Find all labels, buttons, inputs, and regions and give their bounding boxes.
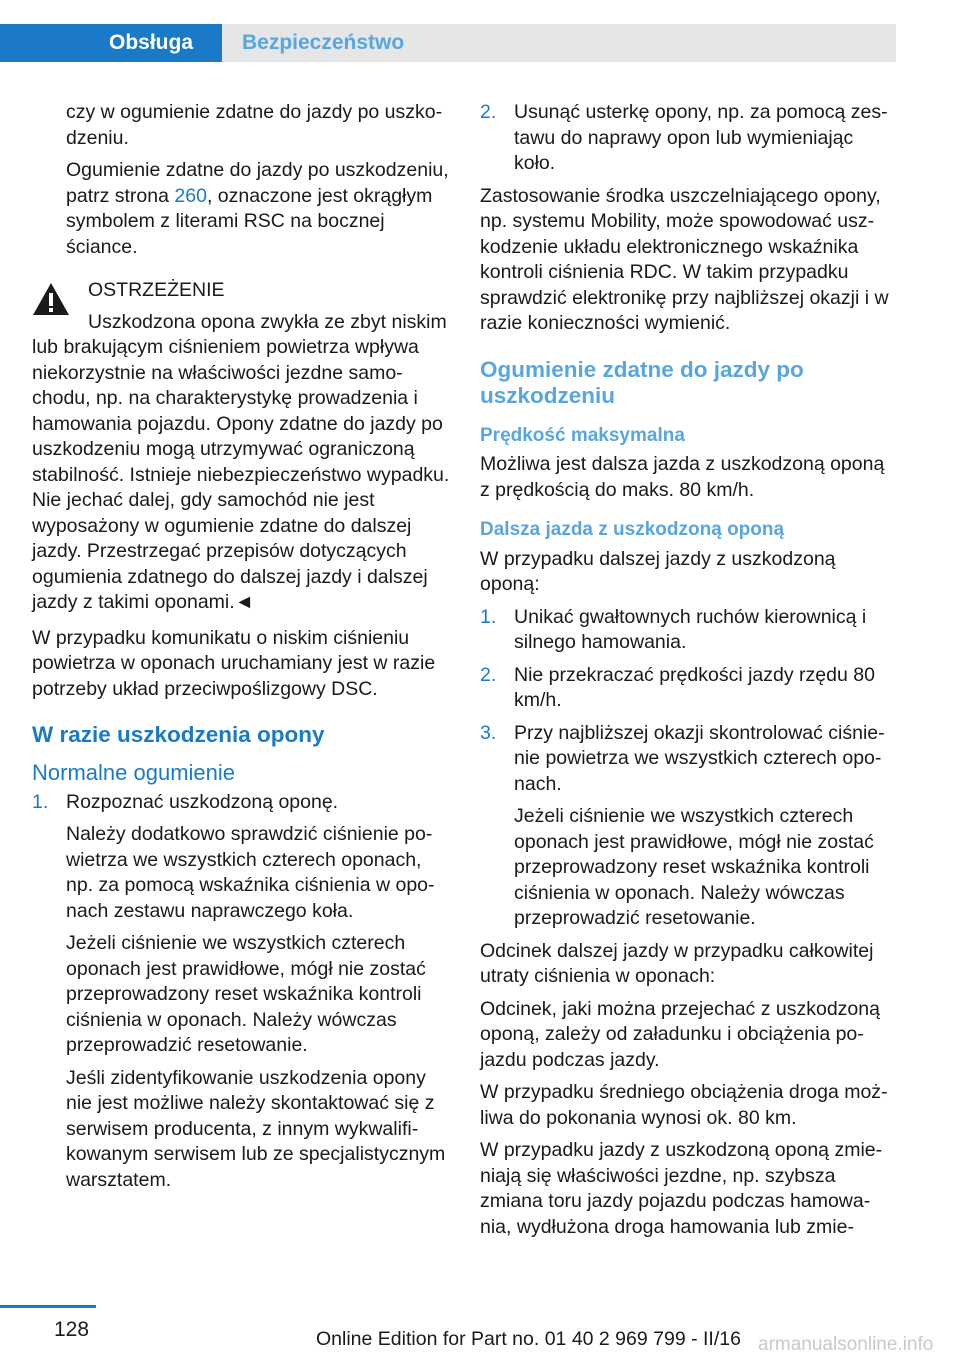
subheading: Dalsza jazda z uszkodzoną oponą — [480, 519, 785, 540]
step-number: 1. — [32, 790, 49, 813]
subheading: Prędkość maksymalna — [480, 424, 685, 446]
paragraph: W przypadku dalszej jazdy z uszkodzoną oponą: — [480, 547, 836, 595]
step-number: 1. — [480, 605, 497, 628]
list-item — [480, 100, 895, 177]
step-list — [480, 605, 895, 932]
step-number: 3. — [480, 721, 497, 744]
watermark: armanualsonline.info — [758, 1334, 934, 1355]
paragraph: Możliwa jest dalsza jazda z uszkodzoną oponą z prędkością do maks. 80 km/h. — [480, 453, 885, 501]
tab-bezpieczenstwo[interactable]: Bezpieczeństwo — [222, 24, 896, 62]
step-text: Unikać gwałtownych ruchów kierownicą i silnego hamowania. — [514, 605, 867, 653]
step-text: Przy najbliższej okazji skontrolować ciśnienie powietrza we wszystkich czterech oponach. — [514, 721, 885, 795]
right-column — [480, 100, 895, 1247]
text: , oznaczone jest okrągłym symbolem z literami RSC na bocznej ściance. — [66, 184, 433, 258]
text: Ogumienie zdatne do jazdy po uszkodzeniu, patrz strona — [66, 159, 449, 207]
warning-box — [32, 278, 450, 616]
warning-title: OSTRZEŻENIE — [88, 279, 225, 301]
step-text: Jeśli zidentyfikowanie uszkodzenia opony nie jest możliwe należy skontaktować się z serwisem producenta, z innym wykwalifikowanym serwisem lub ze specjalistycznym warsztatem. — [66, 1066, 446, 1191]
subsection-heading: Normalne ogumienie — [32, 760, 235, 785]
paragraph: W przypadku jazdy z uszkodzoną oponą zmieniają się właściwości jezdne, np. szybsza zmiana toru jazdy pojazdu podczas hamowania, wydłużona droga hamowania lub zmie- — [480, 1139, 883, 1238]
warning-text: Uszkodzona opona zwykła ze zbyt niskim lub brakującym ciśnieniem powietrza wpływa niekorzystnie na właściwości jezdne samochodu, np. na charakterystykę prowadzenia i hamowania pojazdu. Opony zdatne do jazdy po uszkodzeniu mogą utrzymywać ograniczoną stabilność. Istnieje niebezpieczeństwo wypadku. Nie jechać dalej, gdy samochód nie jest wyposażony w ogumienie zdatne do dalszej jazdy. Przestrzegać przepisów dotyczących ogumienia zdatnego do dalszej jazdy i dalszej jazdy z takimi oponami.◄ — [32, 310, 450, 613]
step-text: Usunąć usterkę opony, np. za pomocą zestawu do naprawy opon lub wymieniając koło. — [514, 101, 888, 174]
step-number: 2. — [480, 101, 497, 123]
paragraph: czy w ogumienie zdatne do jazdy po uszkodzeniu. — [66, 101, 443, 149]
tab-obsluga[interactable]: Obsługa — [0, 24, 222, 62]
warning-icon — [32, 282, 70, 316]
paragraph: Odcinek, jaki można przejechać z uszkodzoną oponą, zależy od załadunku i obciążenia pojazdu podczas jazdy. — [480, 997, 880, 1071]
step-text: Jeżeli ciśnienie we wszystkich czterech oponach jest prawidłowe, mógł nie zostać przeprowadzony reset wskaźnika kontroli ciśnienia w oponach. Należy wówczas przeprowadzić resetowanie. — [514, 805, 874, 929]
section-heading: W razie uszkodzenia opony — [32, 722, 325, 747]
paragraph: Zastosowanie środka uszczelniającego opony, np. systemu Mobility, może spowodować uszkodzenie układu elektronicznego wskaźnika kontroli ciśnienia RDC. W takim przypadku sprawdzić elektronikę przy najbliższej okazji i w razie konieczności wymienić. — [480, 184, 889, 334]
page-link[interactable]: 260 — [174, 184, 207, 207]
list-item — [480, 663, 895, 714]
left-column — [32, 100, 450, 1200]
paragraph: W przypadku średniego obciążenia droga możliwa do pokonania wynosi ok. 80 km. — [480, 1081, 888, 1129]
step-number: 2. — [480, 663, 497, 686]
list-item — [32, 790, 450, 1194]
step-text: Należy dodatkowo sprawdzić ciśnienie powietrza we wszystkich czterech oponach, np. za pomocą wskaźnika ciśnienia w oponach zestawu naprawczego koła. — [66, 823, 435, 922]
page-number: 128 — [54, 1318, 90, 1341]
step-text: Rozpoznać uszkodzoną oponę. — [66, 790, 339, 813]
paragraph: W przypadku komunikatu o niskim ciśnieniu powietrza w oponach uruchamiany jest w razie potrzeby układ przeciwpoślizgowy DSC. — [32, 626, 436, 700]
step-text: Jeżeli ciśnienie we wszystkich czterech oponach jest prawidłowe, mógł nie zostać przeprowadzony reset wskaźnika kontroli ciśnienia w oponach. Należy wówczas przeprowadzić resetowanie. — [66, 932, 426, 1056]
edition-note: Online Edition for Part no. 01 40 2 969 799 - II/16 — [316, 1328, 741, 1350]
step-text: Nie przekraczać prędkości jazdy rzędu 80 km/h. — [514, 663, 875, 711]
footer-rule — [0, 1305, 96, 1308]
paragraph: Odcinek dalszej jazdy w przypadku całkowitej utraty ciśnienia w oponach: — [480, 939, 874, 987]
step-list — [32, 790, 450, 1194]
list-item — [480, 605, 895, 656]
step-list — [480, 100, 895, 177]
list-item — [480, 721, 895, 932]
section-heading: Ogumienie zdatne do jazdy po uszkodzeniu — [480, 356, 804, 408]
paragraph-with-link — [32, 158, 450, 260]
header-tabs — [0, 0, 896, 64]
